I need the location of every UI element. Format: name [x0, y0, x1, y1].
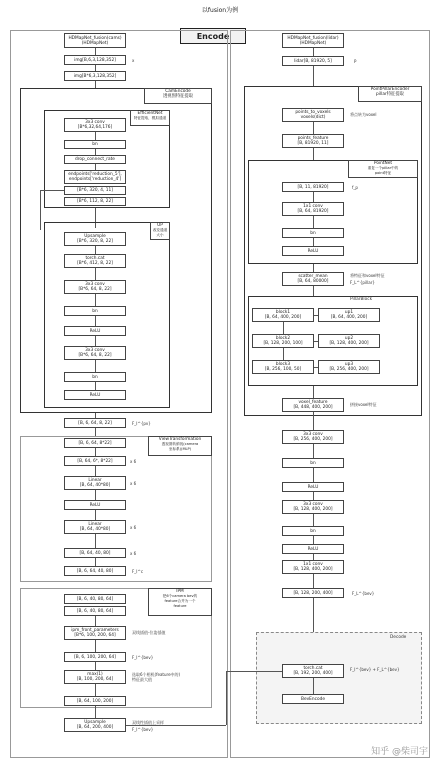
final-upsample-line2: [B, 64, 200, 400]	[76, 725, 114, 730]
img-shape-text: img[B,6,3,128,352]	[74, 57, 116, 63]
vt-out	[64, 566, 126, 576]
up1-line1: up1	[344, 310, 354, 315]
relu-b-text: ReLU	[89, 328, 101, 334]
endpoints-line2: endpoints['reduction_4']	[68, 177, 122, 182]
edge	[283, 322, 284, 334]
torch-cat-left	[64, 254, 126, 268]
linear1-line1: Linear	[88, 478, 102, 483]
edge	[313, 492, 314, 500]
pp-encoder-desc: pillar特征提取	[376, 92, 404, 97]
up-title-text: UP	[157, 223, 163, 228]
efficientnet-title-text: EfficientNet	[137, 111, 163, 116]
camencode-desc: 透视图特征提取	[162, 94, 194, 99]
conv3x3-right-b-line1: 3x3 conv	[303, 502, 323, 507]
scatter-symbol: F_L^{pillar}	[350, 280, 375, 285]
scatter-note: 将特征和voxel特征	[350, 273, 385, 278]
edge	[313, 122, 314, 134]
fuse-cat-line2: [B, 192, 200, 400]	[293, 671, 333, 676]
cam-out-symbol: F_I^{pv}	[132, 421, 151, 426]
view-in-text: [B, 6, 64, 8*22]	[78, 440, 112, 446]
edge	[313, 148, 314, 160]
lidar-shape-text: lidar[B, 81920, 5]	[294, 58, 332, 64]
edge	[95, 268, 96, 280]
edge	[95, 81, 96, 88]
camera-input-line2: (HDMapNet)	[81, 40, 109, 46]
bev-encode-text: BevEncode	[301, 696, 325, 702]
lidar-input-line1: HDMapNet_fusion(lidar)	[287, 35, 339, 41]
ep-shape2-text: [B*6, 112, 8, 22]	[77, 199, 113, 204]
edge	[40, 190, 64, 191]
view-transform-title-text: ViewTransformation	[158, 437, 202, 442]
ipm-desc3: feature	[173, 604, 187, 608]
pp-encoder-title	[358, 86, 422, 102]
relu-b	[64, 326, 126, 336]
relu-right-c	[282, 544, 344, 554]
conv3x3-right-b-line2: [B, 128, 400, 200]	[293, 507, 333, 512]
final-note: 双线性插值上采样	[132, 720, 164, 725]
edge	[313, 264, 314, 272]
pointnet-desc1: 重复一个pillar中的	[367, 166, 399, 170]
ipm-shape3-text: [B, 6, 100, 200, 64]	[74, 654, 116, 660]
bn-b	[64, 306, 126, 316]
edge	[95, 360, 96, 372]
ipm-shape1	[64, 594, 126, 604]
lidar-symbol: P	[354, 59, 357, 64]
vt-out-text: [B, 6, 64, 40, 80]	[76, 568, 114, 574]
linear2-line1: Linear	[88, 522, 102, 527]
edge	[95, 706, 96, 718]
bn-right-c	[282, 526, 344, 536]
edge	[95, 534, 96, 548]
conv3x3-b-line1: 3x3 conv	[85, 282, 105, 287]
block3-line1: block3	[275, 362, 291, 367]
scatter-line2: [B, 64, 80000]	[297, 279, 329, 284]
edge	[313, 66, 314, 86]
edge	[95, 558, 96, 566]
edge	[313, 386, 314, 398]
lidar-out-text: [B, 128, 200, 400]	[293, 590, 333, 596]
relu-right-b-text: ReLU	[307, 484, 319, 490]
decode-frame	[256, 632, 422, 724]
up3-line2: [B, 256, 400, 200]	[329, 367, 369, 372]
relu-c	[64, 390, 126, 400]
conv1x1-a-line1: 1x1 conv	[303, 204, 323, 209]
max-note1: 选取6个相机(feature中的)	[132, 672, 181, 677]
edge	[95, 490, 96, 500]
ipm-shape4-text: [B, 64, 100, 200]	[76, 698, 114, 704]
voxel-feature-note: 拼接voxel特征	[350, 402, 377, 407]
conv3x3-c-line2: [B*6, 64, 8, 22]	[78, 353, 112, 358]
conv1x1-a-line2: [B, 64, 81920]	[297, 209, 329, 214]
bn-right-a-text: bn	[310, 230, 316, 236]
edge	[95, 382, 96, 390]
conv3x3-b	[64, 280, 126, 294]
voxel-feature-line1: voxel_feature	[298, 400, 328, 405]
final-upsample	[64, 718, 126, 732]
relu-d-text: ReLU	[89, 502, 101, 508]
conv3x3-right-a-line1: 3x3 conv	[303, 432, 323, 437]
block3	[252, 360, 314, 374]
voxel-feature	[282, 398, 344, 412]
max-note2: 特征最大值	[132, 677, 152, 682]
pp-encoder-title-text: PointPillarEncoder	[370, 87, 410, 92]
torch-cat-left-line2: [B*6, 412, 8, 22]	[77, 261, 113, 266]
conv3x3-c	[64, 346, 126, 360]
vt-shape2-text: [B, 64, 40, 80]	[79, 550, 111, 556]
conv1x1-a	[282, 202, 344, 216]
points-to-voxels-line2: voxels(dict)	[300, 115, 326, 120]
bn-a	[64, 140, 126, 149]
ipm-note1: 双线插值-位姿插值	[132, 630, 166, 635]
lidar-shape	[282, 56, 344, 66]
endpoints-line1: endpoints['reduction_5'],	[68, 172, 122, 177]
ipm-params	[64, 626, 126, 640]
relu-c-text: ReLU	[89, 392, 101, 398]
points-to-voxels	[282, 108, 344, 122]
fuse-cat-line1: torch.cat	[303, 666, 323, 671]
conv3x3-a-line1: 3x3 conv	[85, 120, 105, 125]
ipm-shape2-text: [B, 6, 40, 80, 64]	[76, 608, 114, 614]
watermark: 知乎 @柴司宇	[371, 747, 428, 757]
max-line2: [B, 100, 200, 64]	[76, 677, 114, 682]
edge	[313, 286, 314, 296]
up1-line2: [B, 64, 400, 200]	[330, 315, 368, 320]
view-transform-desc2: 坐标系)(MLP)	[168, 447, 192, 451]
linear1	[64, 476, 126, 490]
efficientnet-desc: 特征提取，模拟通道	[133, 116, 167, 120]
edge	[95, 336, 96, 346]
conv3x3-right-a-line2: [B, 256, 400, 200]	[293, 437, 333, 442]
camera-input	[64, 33, 126, 48]
conv1x1-b-line2: [B, 128, 400, 200]	[293, 567, 333, 572]
lidar-input	[282, 33, 344, 48]
edge	[314, 315, 318, 316]
up-desc2: 大小	[156, 233, 164, 237]
edge	[95, 466, 96, 476]
bn-right-c-text: bn	[310, 528, 316, 534]
block2-line2: [B, 128, 200, 100]	[263, 341, 303, 346]
img-symbol: x	[132, 58, 135, 63]
ipm-shape2	[64, 606, 126, 616]
block3-line2: [B, 256, 100, 50]	[264, 367, 302, 372]
conv3x3-c-line1: 3x3 conv	[85, 348, 105, 353]
edge	[313, 444, 314, 458]
edge	[95, 684, 96, 696]
edge	[95, 510, 96, 520]
camera-input-line1: HDMapNet_fusion(cams)	[68, 35, 122, 41]
view-transform-title	[148, 436, 212, 456]
camencode-title	[144, 88, 212, 104]
ipm-title-text: IPM	[176, 589, 184, 594]
relu-right-a	[282, 246, 344, 256]
ipm-symbol: F_I^{bev}	[132, 655, 154, 660]
img-shape	[64, 55, 126, 65]
relu-right-a-text: ReLU	[307, 248, 319, 254]
edge	[226, 671, 227, 725]
ipm-shape3	[64, 652, 126, 662]
view-transform-desc1: 透视图转俯视(camera	[161, 442, 199, 446]
up-desc1: 改变通道	[152, 228, 168, 232]
points-to-voxels-line1: points_to_voxels	[295, 110, 331, 115]
ipm-params-line1: ipm_front_parameters	[71, 628, 119, 633]
pn-shape	[282, 182, 344, 192]
img-flat	[64, 71, 126, 81]
conv3x3-right-b	[282, 500, 344, 514]
ep-shape2	[64, 197, 126, 206]
bn-right-a	[282, 228, 344, 238]
conv1x1-b-line1: 1x1 conv	[303, 562, 323, 567]
ep-shape1-text: [B*6, 320, 4, 11]	[77, 188, 113, 193]
edge	[313, 216, 314, 228]
page-title: 以fusion为例	[201, 7, 239, 14]
bn-right-b	[282, 458, 344, 468]
edge	[95, 640, 96, 652]
points-feature-line1: points_feature	[297, 136, 329, 141]
relu-d	[64, 500, 126, 510]
edge	[95, 316, 96, 326]
lidar-out-symbol: F_L^{bev}	[352, 591, 375, 596]
pn-shape-text: [B, 11, 81920]	[297, 184, 329, 190]
edge	[95, 294, 96, 306]
edge	[313, 192, 314, 202]
edge	[314, 341, 318, 342]
upsample-line1: Upsample	[84, 234, 106, 239]
bn-c-text: bn	[92, 374, 98, 380]
edge	[95, 48, 96, 55]
pn-symbol: f_p	[352, 185, 358, 190]
lidar-input-line2: (HDMapNet)	[299, 40, 327, 46]
bn-c	[64, 372, 126, 382]
edge	[95, 246, 96, 254]
edge	[95, 616, 96, 626]
bn-a-text: bn	[92, 142, 98, 147]
view-in	[64, 438, 126, 448]
torch-cat-left-line1: torch.cat	[85, 256, 105, 261]
edge	[95, 132, 96, 140]
encode-title: Encode	[180, 28, 246, 44]
linear1-line2: [B, 64, 40*80]	[79, 483, 111, 488]
vt-shape1-text: [B, 64, 6*, 8*22]	[77, 458, 113, 464]
bev-encode	[282, 694, 344, 704]
max-line1: max(1)	[87, 672, 103, 677]
block2	[252, 334, 314, 348]
voxel-note: 将点转为voxel	[350, 112, 377, 117]
edge	[313, 468, 314, 482]
drop-connect-text: drop_connect_rate	[75, 157, 115, 162]
relu-right-b	[282, 482, 344, 492]
linear2-line2: [B, 64, 40*80]	[79, 527, 111, 532]
vt-mult3: x 6	[130, 525, 137, 530]
scatter-mean	[282, 272, 344, 286]
edge	[313, 412, 314, 430]
endpoints	[64, 170, 126, 184]
edge	[40, 190, 41, 230]
up3-line1: up3	[344, 362, 354, 367]
conv3x3-a-line2: [B*6,32,64,176]	[77, 125, 113, 130]
lidar-out	[282, 588, 344, 598]
conv1x1-b	[282, 560, 344, 574]
up-title	[150, 222, 170, 240]
vt-shape1	[64, 456, 126, 466]
points-feature-line2: [B, 81920, 11]	[297, 141, 329, 146]
conv3x3-right-a	[282, 430, 344, 444]
up2-line1: up2	[344, 336, 354, 341]
ipm-desc2: feature合并为一个	[164, 599, 196, 603]
edge	[313, 536, 314, 544]
decode-title: Decode	[390, 635, 407, 640]
fuse-symbol: F_I^{bev} + F_L^{bev}	[350, 667, 400, 672]
upsample-line2: [B*6, 320, 8, 22]	[77, 239, 113, 244]
bn-b-text: bn	[92, 308, 98, 314]
img-flat-text: img[B*6,3,128,352]	[73, 73, 117, 79]
cam-out-shape	[64, 418, 126, 428]
scatter-line1: scatter_mean	[298, 274, 328, 279]
edge	[313, 574, 314, 588]
fuse-cat	[282, 664, 344, 678]
ipm-shape4	[64, 696, 126, 706]
relu-right-c-text: ReLU	[307, 546, 319, 552]
edge	[313, 678, 314, 694]
edge	[313, 514, 314, 526]
bn-right-b-text: bn	[310, 460, 316, 466]
vt-mult2: x 6	[130, 481, 137, 486]
edge	[95, 428, 96, 436]
ipm-desc1: 把6个camera bev的	[162, 594, 198, 598]
ep-shape1	[64, 186, 126, 195]
ipm-shape1-text: [B, 6, 40, 80, 64]	[76, 596, 114, 602]
final-symbol: F_I^{bev}	[132, 727, 154, 732]
camencode-title-text: CamEncode	[165, 89, 191, 94]
block1-line2: [B, 64, 400, 200]	[264, 315, 302, 320]
block1-line1: block1	[275, 310, 291, 315]
vt-symbol: F_I^c	[132, 569, 144, 574]
pointnet-title-text: PointNet	[373, 161, 393, 166]
voxel-feature-line2: [B, 448, 400, 200]	[293, 405, 333, 410]
efficientnet-title	[130, 110, 170, 126]
points-feature	[282, 134, 344, 148]
drop-connect	[64, 155, 126, 164]
edge	[283, 348, 284, 360]
up1	[318, 308, 380, 322]
upsample	[64, 232, 126, 246]
ipm-params-line2: [B*6, 100, 200, 64]	[74, 633, 116, 638]
ipm-title	[148, 588, 212, 616]
conv3x3-b-line2: [B*6, 64, 8, 22]	[78, 287, 112, 292]
block2-line1: block2	[275, 336, 291, 341]
linear2	[64, 520, 126, 534]
edge	[226, 671, 282, 672]
edge	[313, 48, 314, 56]
up3	[318, 360, 380, 374]
edge	[313, 238, 314, 246]
up2-line2: [B, 128, 400, 200]	[329, 341, 369, 346]
conv3x3-a	[64, 118, 126, 132]
edge	[314, 367, 318, 368]
edge	[95, 662, 96, 670]
pillarblock-title: PillarBlock	[350, 297, 373, 302]
edge	[126, 725, 226, 726]
final-upsample-line1: Upsample	[84, 720, 106, 725]
max-node	[64, 670, 126, 684]
vt-shape2	[64, 548, 126, 558]
vt-mult1: x 6	[130, 459, 137, 464]
pointnet-title	[348, 160, 418, 178]
edge	[95, 448, 96, 456]
pointnet-desc2: point特征	[374, 171, 392, 175]
vt-mult4: x 6	[130, 551, 137, 556]
up2	[318, 334, 380, 348]
block1	[252, 308, 314, 322]
cam-out-shape-text: [B, 6, 64, 8, 22]	[78, 420, 112, 426]
edge	[313, 598, 314, 632]
